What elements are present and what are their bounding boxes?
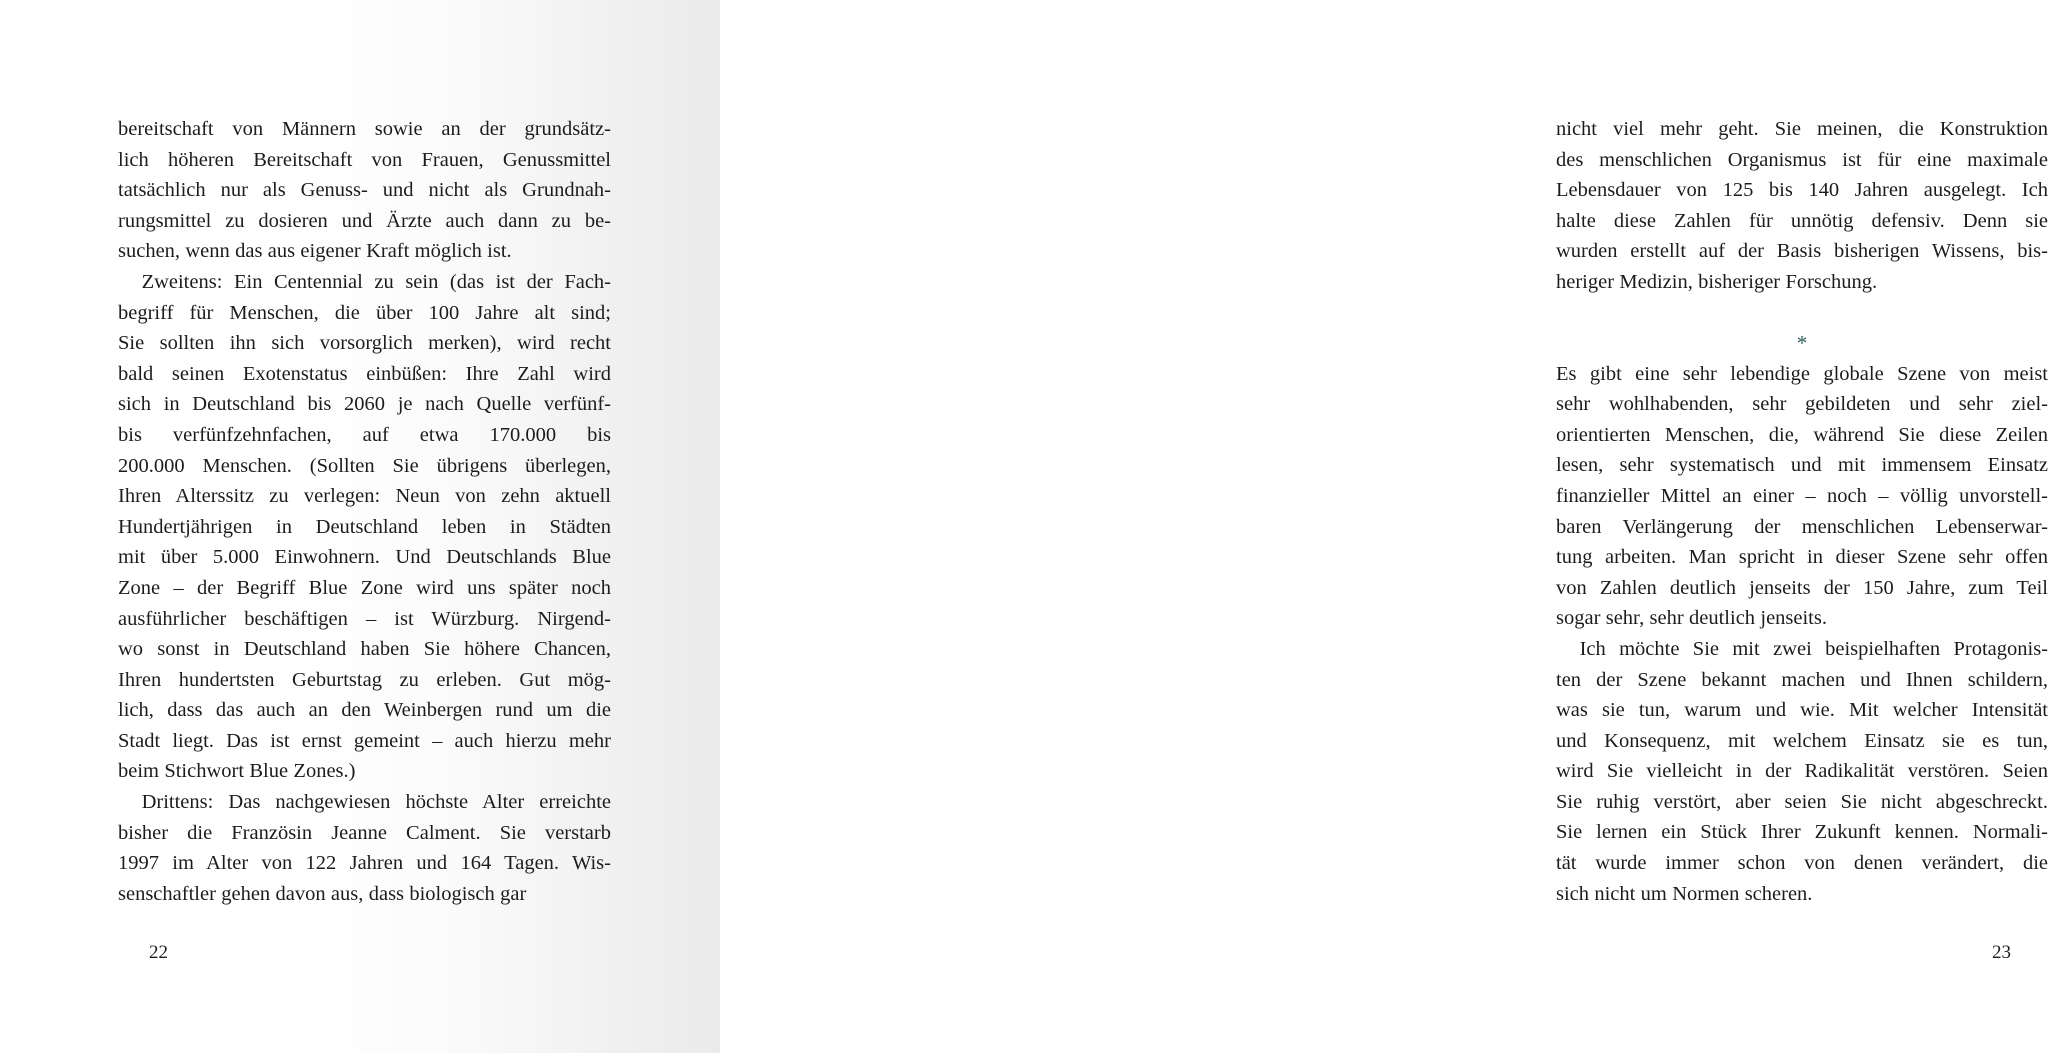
page-number-left: 22 — [149, 942, 168, 963]
text-line: senschaftler gehen davon aus, dass biologisch gar — [118, 882, 527, 905]
text-line: und Konsequenz, mit welchem Einsatz sie es tun, — [1556, 729, 2048, 752]
text-line: baren Verlängerung der menschlichen Lebenserwar- — [1556, 515, 2048, 538]
section-separator-asterisk: * — [1796, 330, 1808, 355]
text-line: nicht viel mehr geht. Sie meinen, die Konstruktion — [1556, 118, 2048, 140]
text-line: suchen, wenn das aus eigener Kraft möglich ist. — [118, 240, 512, 263]
text-line: was sie tun, warum und wie. Mit welcher Intensität — [1556, 699, 2048, 722]
text-line: bald seinen Exotenstatus einbüßen: Ihre Zahl wird — [118, 362, 611, 385]
text-line: halte diese Zahlen für unnötig defensiv. Denn sie — [1556, 209, 2048, 232]
text-line: wo sonst in Deutschland haben Sie höhere Chancen, — [118, 638, 611, 661]
text-line: lich, dass das auch an den Weinbergen rund um die — [118, 699, 611, 722]
left-page — [0, 0, 720, 1053]
text-line: rungsmittel zu dosieren und Ärzte auch dann zu be- — [118, 209, 611, 232]
text-line: ausführlicher beschäftigen – ist Würzburg. Nirgend- — [118, 607, 611, 630]
text-line: begriff für Menschen, die über 100 Jahre alt sind; — [118, 301, 611, 324]
page-number-right: 23 — [1992, 942, 2011, 963]
paragraph — [118, 267, 611, 787]
left-page-text-column — [118, 114, 611, 909]
text-line: Ihren Alterssitz zu verlegen: Neun von zehn aktuell — [118, 485, 611, 508]
text-line: Ich möchte Sie mit zwei beispielhaften Protagonis- — [1579, 637, 2048, 660]
text-line: beim Stichwort Blue Zones.) — [118, 760, 356, 783]
text-line: von Zahlen deutlich jenseits der 150 Jahre, zum Teil — [1556, 576, 2048, 599]
text-line: orientierten Menschen, die, während Sie diese Zeilen — [1556, 423, 2048, 446]
text-line: Lebensdauer von 125 bis 140 Jahren ausgelegt. Ich — [1556, 179, 2048, 202]
text-line: bisher die Französin Jeanne Calment. Sie verstarb — [118, 821, 611, 844]
text-line: finanzieller Mittel an einer – noch – völlig unvorstell- — [1556, 484, 2048, 507]
text-line: 200.000 Menschen. (Sollten Sie übrigens überlegen, — [118, 454, 611, 477]
text-line: Zone – der Begriff Blue Zone wird uns später noch — [118, 576, 611, 599]
text-line: lesen, sehr systematisch und mit immensem Einsatz — [1556, 454, 2048, 477]
text-line: bis verfünfzehnfachen, auf etwa 170.000 bis — [118, 423, 611, 446]
text-line: tatsächlich nur als Genuss- und nicht als Grundnah- — [118, 179, 611, 202]
text-line: sich nicht um Normen scheren. — [1556, 882, 1813, 905]
text-line: mit über 5.000 Einwohnern. Und Deutschlands Blue — [118, 546, 611, 569]
text-line: sogar sehr, sehr deutlich jenseits. — [1556, 607, 1827, 630]
text-line: Stadt liegt. Das ist ernst gemeint – auch hierzu mehr — [118, 729, 611, 752]
text-line: ten der Szene bekannt machen und Ihnen schildern, — [1556, 668, 2048, 691]
text-line: heriger Medizin, bisheriger Forschung. — [1556, 270, 1878, 293]
text-line: lich höheren Bereitschaft von Frauen, Genussmittel — [118, 148, 611, 171]
text-line: Hundertjährigen in Deutschland leben in Städten — [118, 515, 611, 538]
text-line: des menschlichen Organismus ist für eine maximale — [1556, 148, 2048, 171]
text-line: Ihren hundertsten Geburtstag zu erleben. Gut mög- — [118, 668, 611, 691]
text-line: tät wurde immer schon von denen verändert, die — [1556, 852, 2048, 875]
text-line: tung arbeiten. Man spricht in dieser Szene sehr offen — [1556, 546, 2048, 569]
text-line: Sie lernen ein Stück Ihrer Zukunft kennen. Normali- — [1556, 821, 2048, 844]
paragraph — [118, 787, 611, 909]
text-line: wurden erstellt auf der Basis bisherigen Wissens, bis- — [1556, 240, 2048, 263]
text-line: Zweitens: Ein Centennial zu sein (das ist der Fach- — [141, 270, 611, 293]
text-line: Sie sollten ihn sich vorsorglich merken), wird recht — [118, 332, 611, 355]
text-line: wird Sie vielleicht in der Radikalität verstören. Seien — [1556, 760, 2048, 783]
text-line: bereitschaft von Männern sowie an der grundsätz- — [118, 118, 611, 140]
right-page-text-column — [1556, 114, 2048, 909]
text-line: sich in Deutschland bis 2060 je nach Quelle verfünf- — [118, 393, 611, 416]
paragraph — [118, 114, 611, 267]
text-line: sehr wohlhabenden, sehr gebildeten und sehr ziel- — [1556, 393, 2048, 416]
paragraph — [1556, 359, 2048, 634]
text-line: 1997 im Alter von 122 Jahren und 164 Tagen. Wis- — [118, 852, 611, 875]
paragraph — [1556, 114, 2048, 298]
text-line: Drittens: Das nachgewiesen höchste Alter erreichte — [141, 791, 611, 814]
text-line: Sie ruhig verstört, aber seien Sie nicht abgeschreckt. — [1556, 790, 2048, 813]
paragraph — [1556, 634, 2048, 909]
right-page — [720, 0, 2048, 1053]
text-line: Es gibt eine sehr lebendige globale Szene von meist — [1556, 362, 2048, 385]
